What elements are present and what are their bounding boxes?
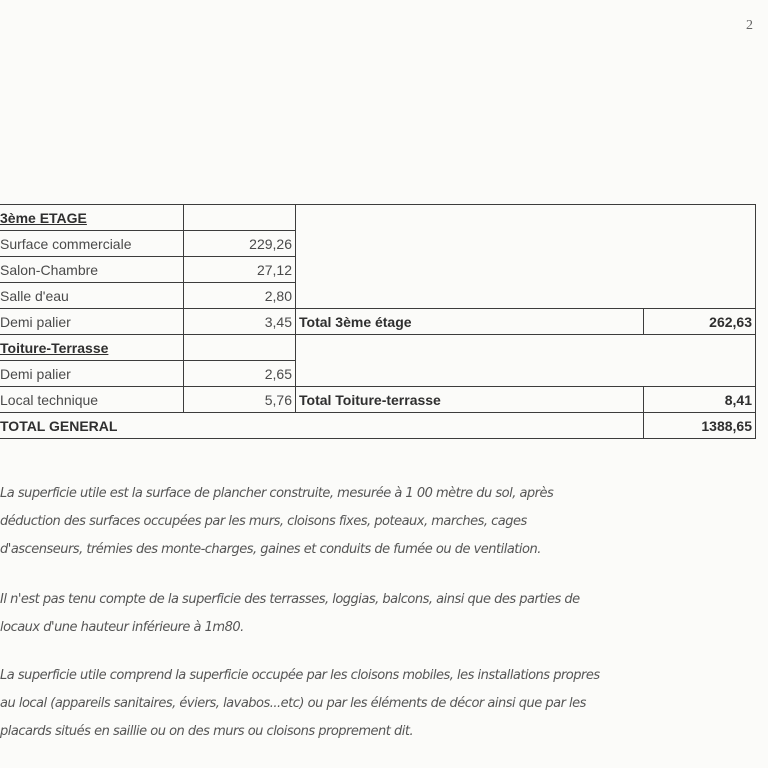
- page-number: 2: [746, 18, 753, 33]
- row-label: Local technique: [0, 387, 184, 413]
- grand-total-value: 1388,65: [644, 413, 756, 439]
- total-3eme-etage-value: 262,63: [644, 309, 756, 335]
- grand-total-label: TOTAL GENERAL: [0, 413, 644, 439]
- table-row: [0, 205, 756, 231]
- paragraph-inclusions: La superficie utile comprend la superficie occupée par les cloisons mobiles, les installations propres au local (appareils sanitaires, éviers, lavabos...etc) ou par les éléments de décor ainsi que par les placards situés en saillie ou on des murs ou cloisons proprement dit.: [0, 668, 600, 739]
- row-value: 5,76: [184, 387, 296, 413]
- row-label: Demi palier: [0, 361, 184, 387]
- row-value: 2,80: [184, 283, 296, 309]
- section-header-3eme-etage: 3ème ETAGE: [0, 205, 184, 231]
- paragraph-exclusions: Il n'est pas tenu compte de la superficie des terrasses, loggias, balcons, ainsi que des parties de locaux d'une hauteur inférieure à 1m80.: [0, 592, 580, 635]
- table-row: [0, 309, 756, 335]
- row-label: Surface commerciale: [0, 231, 184, 257]
- row-value: 27,12: [184, 257, 296, 283]
- table-row: [0, 413, 756, 439]
- paragraph-definition: La superficie utile est la surface de plancher construite, mesurée à 1 00 mètre du sol, après déduction des surfaces occupées par les murs, cloisons fixes, poteaux, marches, cages d'ascenseurs, trémies des monte-charges, gaines et conduits de fumée ou de ventilation.: [0, 486, 554, 557]
- surface-table: [0, 204, 756, 439]
- table-row: [0, 387, 756, 413]
- row-label: Salon-Chambre: [0, 257, 184, 283]
- row-value: 3,45: [184, 309, 296, 335]
- total-toiture-value: 8,41: [644, 387, 756, 413]
- row-value: 2,65: [184, 361, 296, 387]
- row-label: Salle d'eau: [0, 283, 184, 309]
- total-toiture-label: Total Toiture-terrasse: [296, 387, 644, 413]
- row-value: 229,26: [184, 231, 296, 257]
- section-header-toiture-terrasse: Toiture-Terrasse: [0, 335, 184, 361]
- total-3eme-etage-label: Total 3ème étage: [296, 309, 644, 335]
- table-row: [0, 335, 756, 361]
- row-label: Demi palier: [0, 309, 184, 335]
